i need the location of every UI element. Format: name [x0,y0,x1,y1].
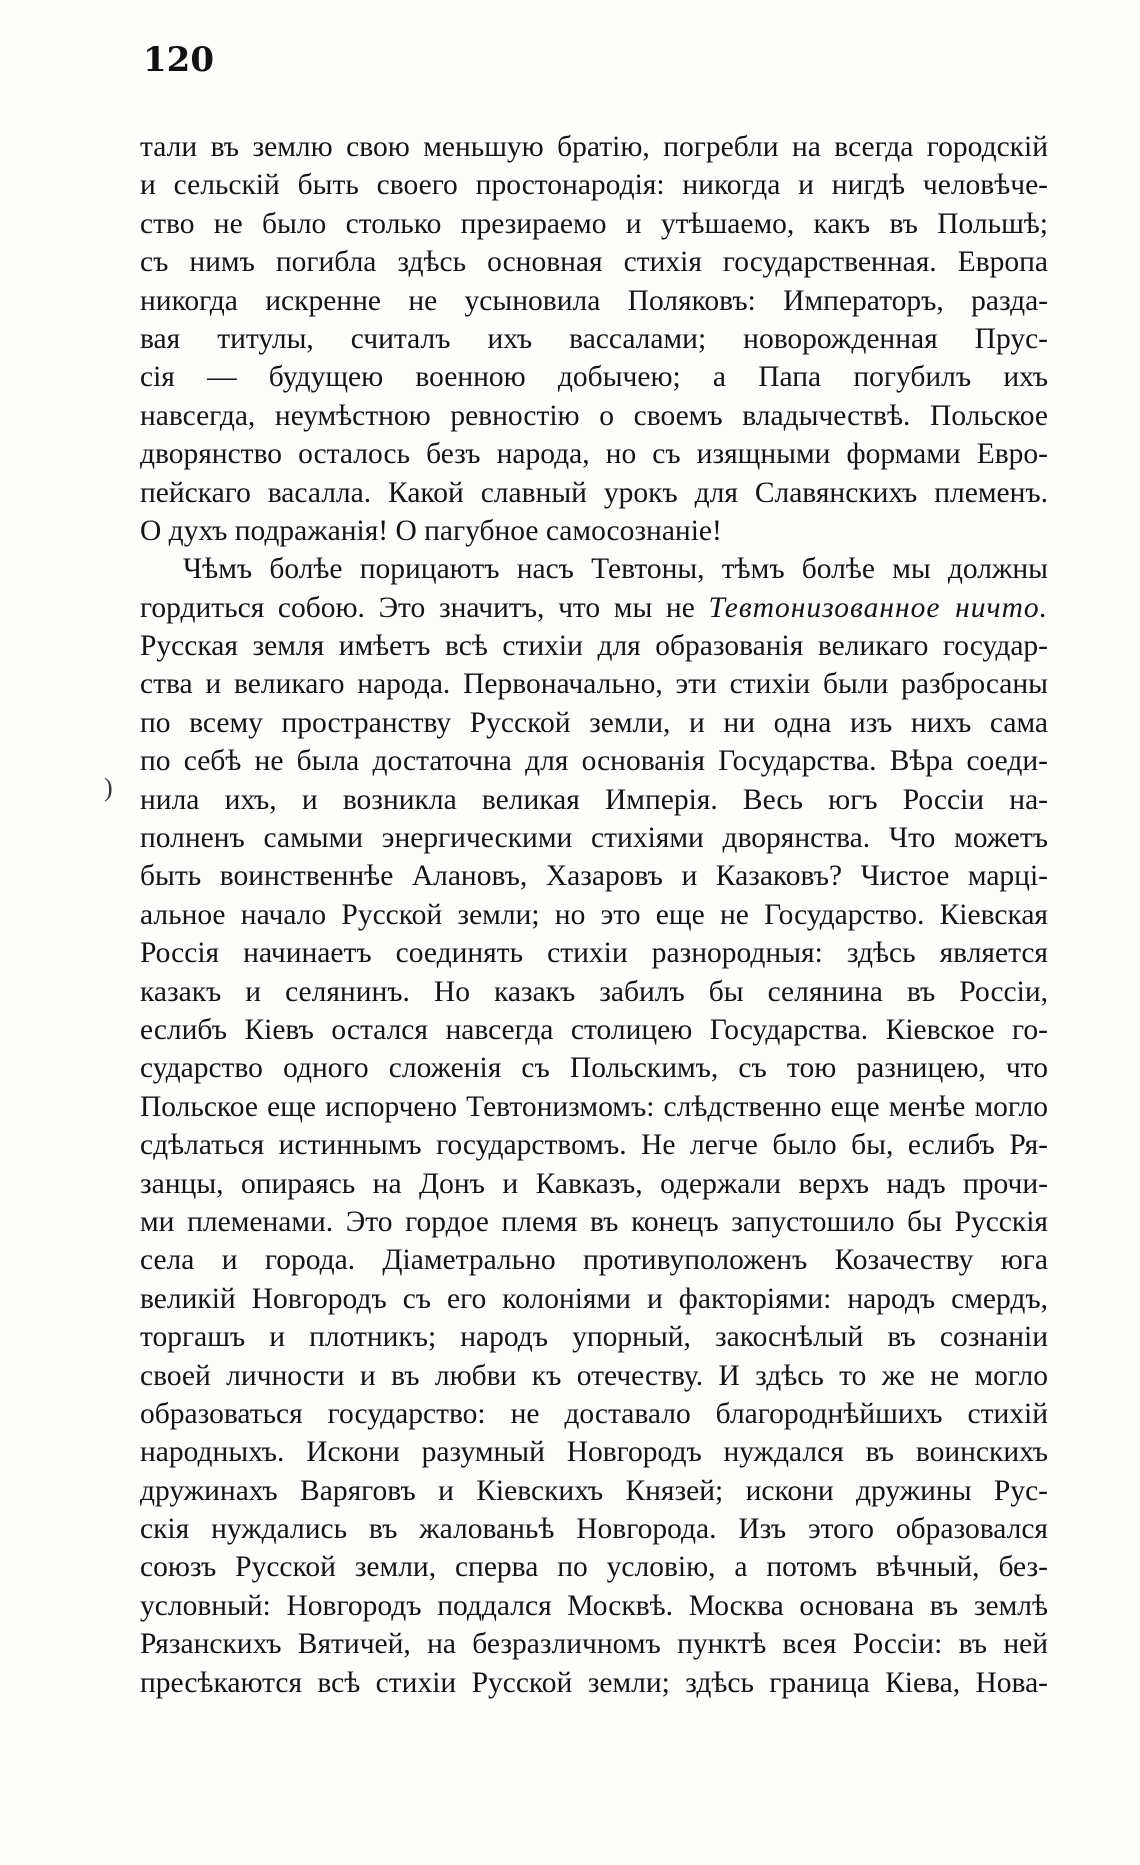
text-line: Русская земля имѣетъ всѣ стихіи для образованія великаго государ- [140,630,1048,663]
text-line: занцы, опираясь на Донъ и Кавказъ, одержали верхъ надъ прочи- [140,1167,1048,1200]
text-line: союзъ Русской земли, сперва по условію, а потомъ вѣчный, без- [140,1551,1048,1584]
text-line: никогда искренне не усыновила Поляковъ: Императоръ, разда- [140,284,1048,317]
text-line: съ нимъ погибла здѣсь основная стихія государственная. Европа [140,246,1048,279]
text-line: условный: Новгородъ поддался Москвѣ. Москва основана въ землѣ [140,1589,1048,1622]
text-line: быть воинственнѣе Алановъ, Хазаровъ и Казаковъ? Чистое марці- [140,860,1048,893]
text-line: пресѣкаются всѣ стихіи Русской земли; здѣсь граница Кіева, Нова- [140,1666,1048,1699]
text-line: села и города. Діаметрально противуположенъ Козачеству юга [140,1244,1048,1277]
text-line: нила ихъ, и возникла великая Имперія. Весь югъ Россіи на- [140,783,1048,816]
text-line: дружинахъ Варяговъ и Кіевскихъ Князей; искони дружины Рус- [140,1474,1048,1507]
text-line: своей личности и въ любви къ отечеству. И здѣсь то же не могло [140,1359,1048,1392]
text-line: Чѣмъ болѣе порицаютъ насъ Тевтоны, тѣмъ болѣе мы должны [183,553,1048,586]
text-line: по себѣ не была достаточна для основанія Государства. Вѣра соеди- [140,745,1048,778]
text-line: великій Новгородъ съ его колоніями и факторіями: народъ смердъ, [140,1282,1048,1315]
text-line: сударство одного сложенія съ Польскимъ, съ тою разницею, что [140,1052,1048,1085]
text-line: ство не было столько презираемо и утѣшаемо, какъ въ Польшѣ; [140,207,1048,240]
text-line: еслибъ Кіевъ остался навсегда столицею Государства. Кіевское го- [140,1013,1048,1046]
text-line: народныхъ. Искони разумный Новгородъ нуждался въ воинскихъ [140,1436,1048,1469]
text-line: сія — будущею военною добычею; а Папа погубилъ ихъ [140,361,1048,394]
text-line: скія нуждались въ жалованьѣ Новгорода. Изъ этого образовался [140,1513,1048,1546]
paragraph-1 [140,128,1048,550]
text-line: казакъ и селянинъ. Но казакъ забилъ бы селянина въ Россіи, [140,975,1048,1008]
text-line: пейскаго васалла. Какой славный урокъ для Славянскихъ племенъ. [140,476,1048,509]
margin-speck: ) [104,773,113,802]
page-number: 120 [143,40,214,80]
body-text [140,128,1048,1702]
text-line: образоваться государство: не доставало благороднѣйшихъ стихій [140,1397,1048,1430]
text-segment: гордиться собою. Это значитъ, что мы не [140,591,695,624]
paragraph-2 [140,550,1048,1702]
text-line: полненъ самыми энергическими стихіями дворянства. Что можетъ [140,822,1048,855]
text-line: вая титулы, считалъ ихъ вассалами; новорожденная Прус- [140,322,1048,355]
text-line: навсегда, неумѣстною ревностію о своемъ владычествѣ. Польское [140,399,1048,432]
emphasized-phrase: Тевтонизованное ничто. [708,591,1048,624]
text-line: Россія начинаетъ соединять стихіи разнородныя: здѣсь является [140,937,1048,970]
text-line: сдѣлаться истиннымъ государствомъ. Не легче было бы, еслибъ Ря- [140,1129,1048,1162]
text-line: ства и великаго народа. Первоначально, эти стихіи были разбросаны [140,668,1048,701]
text-line: и сельскій быть своего простонародія: никогда и нигдѣ человѣче- [140,169,1048,202]
text-line: дворянство осталось безъ народа, но съ изящными формами Евро- [140,438,1048,471]
text-line: ми племенами. Это гордое племя въ конецъ запустошило бы Русскія [140,1205,1048,1238]
text-line: торгашъ и плотникъ; народъ упорный, закоснѣлый въ сознаніи [140,1321,1048,1354]
text-line: тали въ землю свою меньшую братію, погребли на всегда городскій [140,131,1048,163]
text-line-with-emphasis [140,589,1048,627]
text-line: О духъ подражанія! О пагубное самосознаніе! [140,514,722,547]
text-line: альное начало Русской земли; но это еще не Государство. Кіевская [140,898,1048,931]
text-line: по всему пространству Русской земли, и ни одна изъ нихъ сама [140,706,1048,739]
text-line: Польское еще испорчено Тевтонизмомъ: слѣдственно еще менѣе могло [140,1090,1048,1123]
text-line: Рязанскихъ Вятичей, на безразличномъ пунктѣ всея Россіи: въ ней [140,1628,1048,1661]
